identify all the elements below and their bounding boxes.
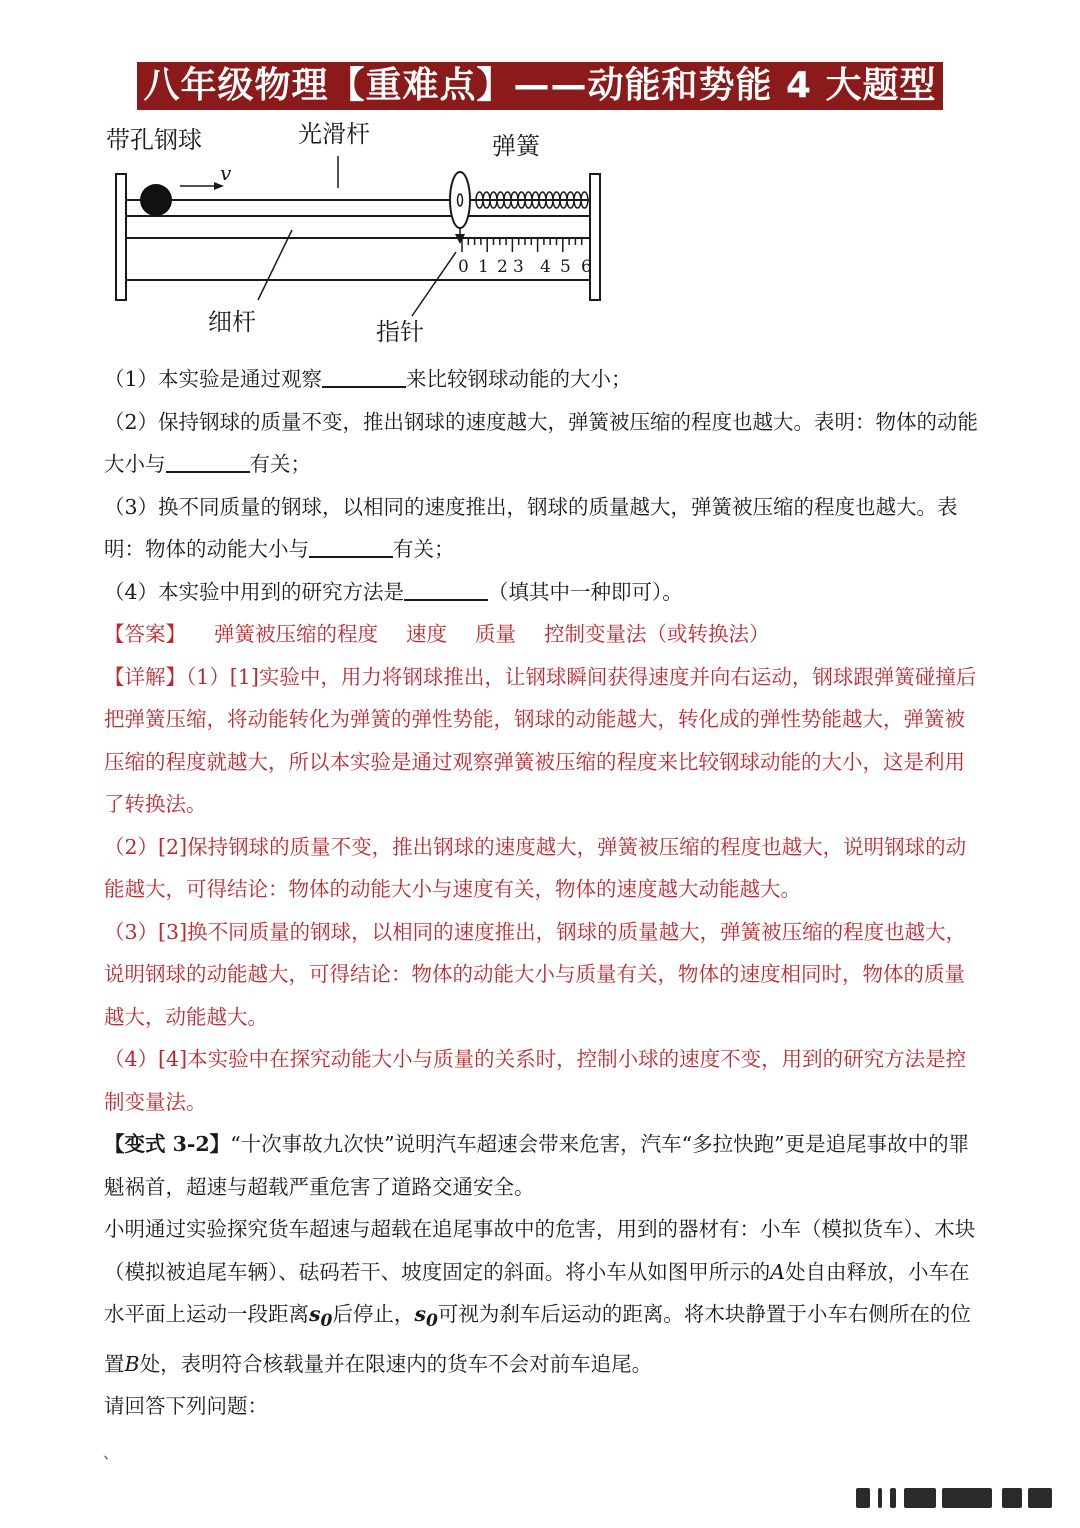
- leader-thin-rod: [258, 230, 292, 300]
- label-thin-rod: 细杆: [208, 308, 256, 336]
- answer-item-4: 控制变量法（或转换法）: [544, 622, 770, 646]
- q4-text-after: （填其中一种即可）。: [488, 579, 683, 604]
- footer-mark: 、: [103, 1443, 120, 1462]
- variant-p2-e: 处，表明符合核载量并在限速内的货车不会对前车追尾。: [139, 1351, 653, 1376]
- q4-blank: [404, 577, 488, 601]
- point-a-label: A: [770, 1259, 786, 1284]
- scale-ticks: [462, 238, 582, 252]
- q3-text-after: 有关；: [393, 537, 455, 561]
- variant-p2-a: 小明通过实验探究货车超速与超载在追尾事故中的危害，用到的器材有：小车（模拟货车）、木块（模拟被追尾车辆）、砝码若干、坡度固定的斜面。将小车从如图甲所示的: [104, 1217, 976, 1284]
- detail-label: 【详解】: [104, 664, 186, 689]
- q3-text-before: （3）换不同质量的钢球，以相同的速度推出，钢球的质量越大，弹簧被压缩的程度也越大。表明：物体的动能大小与: [104, 494, 958, 561]
- s0-subscript: 0: [320, 1311, 333, 1332]
- left-end-post: [116, 174, 126, 300]
- variant-paragraph-2: [104, 1208, 984, 1385]
- question-3: [104, 486, 984, 571]
- detail-paragraph-2: （2）[2]保持钢球的质量不变，推出钢球的速度越大，弹簧被压缩的程度也越大，说明钢球的动能越大，可得结论：物体的动能大小与速度有关，物体的速度越大动能越大。: [104, 834, 967, 901]
- answer-line: [104, 613, 984, 656]
- s0-symbol-2: s: [414, 1302, 426, 1326]
- q1-text-after: 来比较钢球动能的大小；: [406, 367, 632, 391]
- scale-label-2: 2: [497, 257, 508, 277]
- watermark-logo: [856, 1484, 1056, 1508]
- variant-paragraph-3: 请回答下列问题：: [104, 1394, 268, 1419]
- page-title: 八年级物理【重难点】——动能和势能 4 大题型: [137, 62, 942, 110]
- answer-item-1: 弹簧被压缩的程度: [214, 622, 378, 646]
- scale-label-4: 4: [540, 257, 551, 277]
- detail-paragraph-4: （4）[4]本实验中在探究动能大小与质量的关系时，控制小球的速度不变，用到的研究方法是控制变量法。: [104, 1047, 967, 1114]
- point-b-label: B: [124, 1351, 140, 1376]
- q1-blank: [322, 364, 406, 388]
- q3-blank: [309, 534, 393, 558]
- answer-label: 【答案】: [104, 622, 186, 646]
- detail-p1-text: （1）[1]实验中，用力将钢球推出，让钢球瞬间获得速度并向右运动，钢球跟弹簧碰撞后把弹簧压缩，将动能转化为弹簧的弹性势能，钢球的动能越大，转化成的弹性势能越大，弹簧被压缩的程度就越大，所以本实验是通过观察弹簧被压缩的程度来比较钢球动能的大小，这是利用了转换法。: [104, 664, 977, 816]
- detail-paragraph-1: [104, 656, 984, 826]
- velocity-label: v: [220, 161, 232, 185]
- label-ball: 带孔钢球: [106, 126, 202, 154]
- scale-labels: [458, 257, 592, 277]
- variant-p1-text: “十次事故九次快”说明汽车超速会带来危害，汽车“多拉快跑”更是追尾事故中的罪魁祸首，超速与超载严重危害了道路交通安全。: [104, 1132, 970, 1199]
- s0-subscript-2: 0: [425, 1311, 438, 1332]
- scale-label-1: 1: [478, 257, 489, 277]
- scale-label-0: 0: [458, 257, 469, 277]
- s0-symbol: s: [309, 1302, 321, 1326]
- spring-experiment-diagram: [100, 112, 620, 352]
- question-4: [104, 571, 984, 614]
- variant-p2-d: 可视为刹车后运动的距离。将木块静置于小车右侧所在的位置: [104, 1302, 971, 1376]
- leader-pointer: [412, 252, 456, 316]
- variant-p2-b: 处自由释放，小车在水平面上运动一段距离: [104, 1259, 970, 1326]
- q2-blank: [166, 449, 250, 473]
- q4-text-before: （4）本实验中用到的研究方法是: [104, 579, 405, 604]
- title-container: [0, 62, 1080, 110]
- label-spring: 弹簧: [492, 132, 540, 160]
- variant-label: 【变式 3-2】: [104, 1132, 231, 1156]
- right-end-post: [590, 174, 600, 300]
- scale-label-5: 5: [560, 257, 571, 277]
- steel-ball: [140, 184, 172, 216]
- q2-text-before: （2）保持钢球的质量不变，推出钢球的速度越大，弹簧被压缩的程度也越大。表明：物体的动能大小与: [104, 409, 979, 476]
- q1-text-before: （1）本实验是通过观察: [104, 367, 323, 391]
- scale-label-3: 3: [513, 257, 524, 277]
- spring-plate: [450, 172, 470, 228]
- answer-item-3: 质量: [475, 622, 516, 646]
- label-pointer: 指针: [376, 318, 424, 346]
- label-rod: 光滑杆: [298, 120, 370, 148]
- variant-paragraph-1: [104, 1123, 984, 1208]
- scale-label-6: 6: [581, 257, 592, 277]
- question-1: [104, 358, 984, 401]
- detail-paragraph-3: （3）[3]换不同质量的钢球，以相同的速度推出，钢球的质量越大，弹簧被压缩的程度也越大，说明钢球的动能越大，可得结论：物体的动能大小与质量有关，物体的速度相同时，物体的质量越大，动能越大。: [104, 919, 967, 1029]
- answer-item-2: 速度: [406, 622, 447, 646]
- question-2: [104, 401, 984, 486]
- variant-p2-c: 后停止，: [332, 1302, 415, 1326]
- q2-text-after: 有关；: [249, 452, 311, 476]
- document-content: [104, 358, 984, 1428]
